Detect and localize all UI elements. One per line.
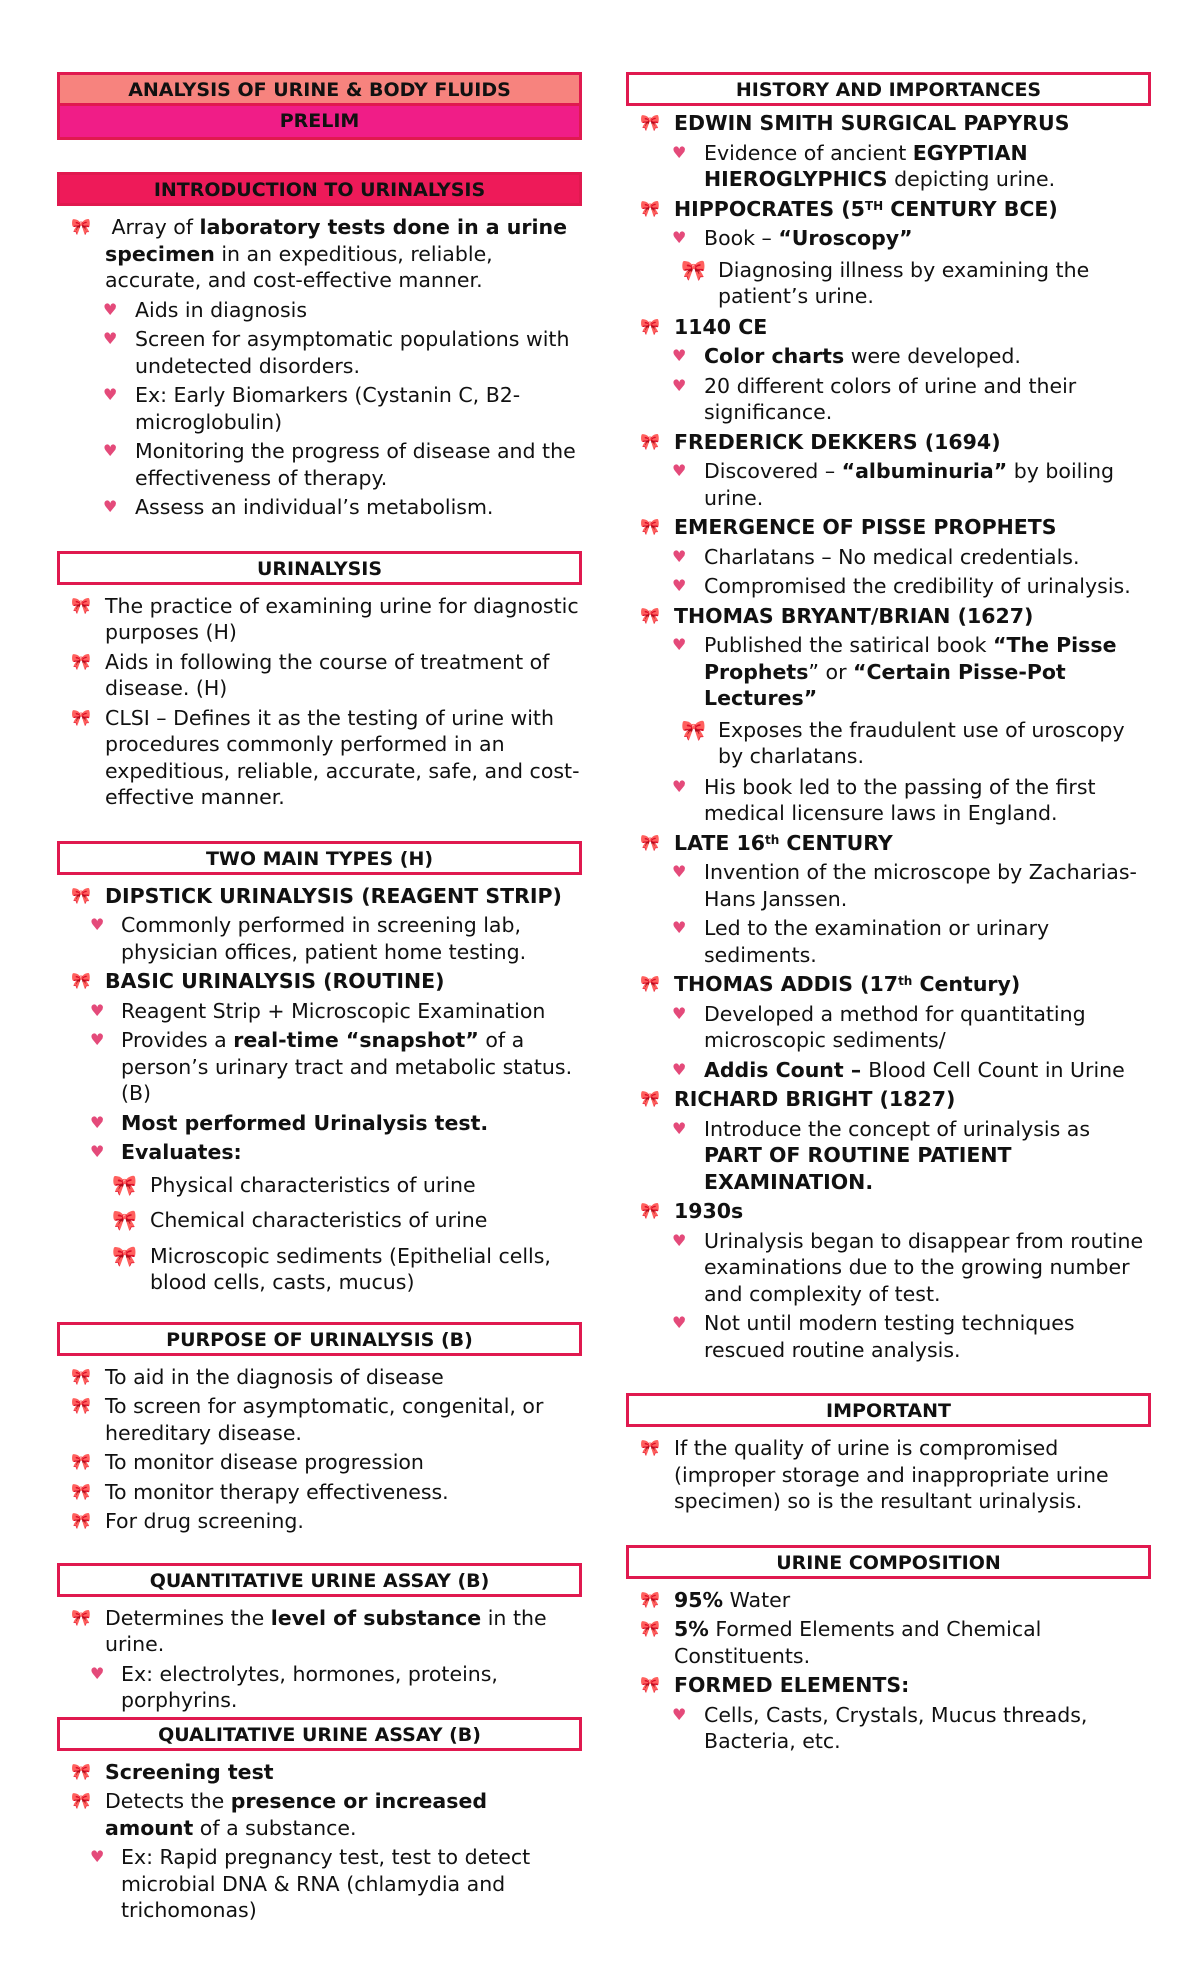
bow-icon: 🎀 bbox=[640, 1675, 660, 1694]
heart-icon: ♥ bbox=[672, 461, 687, 480]
heart-icon: ♥ bbox=[672, 1704, 687, 1724]
heart-icon: ♥ bbox=[672, 1230, 687, 1250]
heart-icon: ♥ bbox=[103, 385, 118, 404]
list-item: 🎀 HIPPOCRATES (5TH CENTURY BCE) bbox=[640, 196, 1058, 221]
bow-icon: 🎀 bbox=[71, 1481, 91, 1501]
list-item: 🎀 FREDERICK DEKKERS (1694) bbox=[640, 429, 1001, 454]
list-item: 🎀 BASIC URINALYSIS (ROUTINE) bbox=[71, 969, 445, 993]
term-title: PRELIM bbox=[57, 106, 582, 140]
bow-icon: 🎀 bbox=[640, 198, 660, 218]
list-item: 🎀 Determines the level of substance in the urine. bbox=[71, 1605, 547, 1656]
list-item: ♥ Most performed Urinalysis test. bbox=[90, 1110, 489, 1135]
list-item: ♥ Book – “Uroscopy” bbox=[672, 226, 913, 250]
bow-icon: 🎀 bbox=[71, 971, 91, 990]
list-item: ♥ Ex: electrolytes, hormones, proteins, porphyrins. bbox=[90, 1661, 498, 1712]
list-item: 🎀 5% Formed Elements and Chemical Constituents. bbox=[640, 1617, 1042, 1668]
heart-icon: ♥ bbox=[90, 915, 105, 934]
bow-icon: 🎀 bbox=[640, 974, 660, 993]
bow-icon: 🎀 bbox=[71, 1791, 91, 1810]
qual-header: QUALITATIVE URINE ASSAY (B) bbox=[57, 1717, 582, 1751]
list-item: ♥ Screen for asymptomatic populations with undetected disorders. bbox=[103, 327, 570, 378]
list-item: ♥ Not until modern testing techniques rescued routine analysis. bbox=[672, 1311, 1075, 1362]
bow-icon: 🎀 bbox=[112, 1243, 137, 1268]
bow-icon: 🎀 bbox=[112, 1172, 137, 1197]
list-item: ♥ Evidence of ancient EGYPTIAN HIEROGLYPHICS depicting urine. bbox=[672, 140, 1056, 191]
list-item: ♥ Assess an individual’s metabolism. bbox=[103, 495, 494, 519]
bow-icon: 🎀 bbox=[71, 1452, 91, 1471]
bow-icon: 🎀 bbox=[640, 113, 660, 132]
list-item: ♥ Compromised the credibility of urinalysis. bbox=[672, 574, 1131, 598]
list-item: ♥ Led to the examination or urinary sediments. bbox=[672, 916, 1050, 967]
list-item: 🎀 THOMAS BRYANT/BRIAN (1627) bbox=[640, 603, 1034, 628]
list-item: ♥ Commonly performed in screening lab, physician offices, patient home testing. bbox=[90, 913, 527, 964]
heart-icon: ♥ bbox=[672, 776, 687, 796]
list-item: 🎀 To aid in the diagnosis of disease bbox=[71, 1364, 444, 1389]
list-item: 🎀 Aids in following the course of treatment of disease. (H) bbox=[71, 649, 550, 700]
list-item: 🎀 Detects the presence or increased amount of a substance. bbox=[71, 1789, 488, 1840]
bow-icon: 🎀 bbox=[71, 1396, 91, 1415]
quant-list bbox=[57, 1605, 582, 1714]
right-column bbox=[626, 72, 1151, 1758]
types-list bbox=[57, 883, 582, 1296]
heart-icon: ♥ bbox=[672, 1059, 687, 1079]
list-item: 🎀 CLSI – Defines it as the testing of urine with procedures commonly performed in an expeditious, reliable, accurate, safe, and cost-effective manner. bbox=[71, 705, 580, 809]
bow-icon: 🎀 bbox=[71, 1366, 91, 1386]
heart-icon: ♥ bbox=[672, 1313, 687, 1332]
bow-icon: 🎀 bbox=[71, 595, 91, 615]
bow-icon: 🎀 bbox=[640, 605, 660, 625]
list-item: ♥ Addis Count – Blood Cell Count in Urine bbox=[672, 1057, 1125, 1082]
bow-icon: 🎀 bbox=[71, 707, 91, 727]
list-item: 🎀 To monitor disease progression bbox=[71, 1450, 424, 1474]
bow-icon: 🎀 bbox=[71, 1511, 91, 1530]
bow-icon: 🎀 bbox=[640, 1589, 660, 1609]
heart-icon: ♥ bbox=[672, 1003, 687, 1023]
heart-icon: ♥ bbox=[672, 918, 687, 937]
list-item: 🎀 LATE 16th CENTURY bbox=[640, 830, 893, 855]
list-item: ♥ Discovered – “albuminuria” by boiling urine. bbox=[672, 459, 1115, 510]
bow-icon: 🎀 bbox=[640, 431, 660, 451]
intro-list bbox=[57, 214, 582, 521]
list-item: ♥ Reagent Strip + Microscopic Examination bbox=[90, 998, 546, 1023]
purpose-list bbox=[57, 1364, 582, 1535]
urinalysis-header: URINALYSIS bbox=[57, 551, 582, 585]
heart-icon: ♥ bbox=[90, 1030, 105, 1049]
bow-icon: 🎀 bbox=[640, 517, 660, 536]
history-header: HISTORY AND IMPORTANCES bbox=[626, 72, 1151, 106]
list-item: 🎀 Screening test bbox=[71, 1759, 274, 1784]
list-item: ♥ Introduce the concept of urinalysis as PART OF ROUTINE PATIENT EXAMINATION. bbox=[672, 1116, 1091, 1194]
heart-icon: ♥ bbox=[672, 546, 687, 566]
purpose-header: PURPOSE OF URINALYSIS (B) bbox=[57, 1322, 582, 1356]
heart-icon: ♥ bbox=[672, 635, 687, 654]
list-item: 🎀 Chemical characteristics of urine bbox=[112, 1208, 488, 1232]
list-item: 🎀 Diagnosing illness by examining the patient’s urine. bbox=[681, 257, 1090, 308]
list-item: ♥ Invention of the microscope by Zacharias-Hans Janssen. bbox=[672, 860, 1137, 911]
list-item: 🎀 The practice of examining urine for diagnostic purposes (H) bbox=[71, 593, 579, 644]
list-item: 🎀 For drug screening. bbox=[71, 1509, 304, 1533]
list-item: ♥ Aids in diagnosis bbox=[103, 297, 308, 322]
list-item: ♥ Color charts were developed. bbox=[672, 344, 1021, 368]
important-header: IMPORTANT bbox=[626, 1393, 1151, 1427]
list-item: ♥ Published the satirical book “The Pisse Prophets” or “Certain Pisse-Pot Lectures” bbox=[672, 633, 1117, 710]
heart-icon: ♥ bbox=[103, 329, 118, 348]
list-item: 🎀 EDWIN SMITH SURGICAL PAPYRUS bbox=[640, 111, 1070, 135]
heart-icon: ♥ bbox=[90, 1847, 105, 1866]
list-item: ♥ Cells, Casts, Crystals, Mucus threads, Bacteria, etc. bbox=[672, 1702, 1088, 1753]
list-item: ♥ Urinalysis began to disappear from routine examinations due to the growing number and complexity of test. bbox=[672, 1228, 1144, 1306]
heart-icon: ♥ bbox=[90, 1663, 105, 1683]
quant-header: QUANTITATIVE URINE ASSAY (B) bbox=[57, 1563, 582, 1597]
qual-list bbox=[57, 1759, 582, 1924]
list-item: 🎀 1140 CE bbox=[640, 314, 768, 339]
bow-icon: 🎀 bbox=[71, 651, 91, 671]
list-item: 🎀 To monitor therapy effectiveness. bbox=[71, 1479, 449, 1504]
list-item: 🎀 FORMED ELEMENTS: bbox=[640, 1673, 910, 1697]
list-item: ♥ His book led to the passing of the first medical licensure laws in England. bbox=[672, 774, 1096, 825]
list-item: ♥ Ex: Early Biomarkers (Cystanin C, B2-microglobulin) bbox=[103, 383, 521, 434]
list-item: ♥ 20 different colors of urine and their significance. bbox=[672, 373, 1077, 424]
list-item: 🎀 Microscopic sediments (Epithelial cells, blood cells, casts, mucus) bbox=[112, 1243, 551, 1294]
urinalysis-list bbox=[57, 593, 582, 811]
bow-icon: 🎀 bbox=[640, 1438, 660, 1457]
heart-icon: ♥ bbox=[672, 346, 687, 365]
history-list bbox=[626, 110, 1151, 1363]
bow-icon: 🎀 bbox=[640, 316, 660, 336]
heart-icon: ♥ bbox=[90, 1142, 105, 1161]
heart-icon: ♥ bbox=[103, 441, 118, 460]
heart-icon: ♥ bbox=[103, 497, 118, 516]
left-column bbox=[57, 72, 582, 1927]
list-item: 🎀 THOMAS ADDIS (17th Century) bbox=[640, 972, 1021, 996]
list-item: 🎀 To screen for asymptomatic, congenital, or hereditary disease. bbox=[71, 1394, 544, 1445]
heart-icon: ♥ bbox=[672, 228, 687, 247]
list-item: ♥ Monitoring the progress of disease and the effectiveness of therapy. bbox=[103, 439, 576, 490]
important-list bbox=[626, 1435, 1151, 1515]
list-item: ♥ Developed a method for quantitating microscopic sediments/ bbox=[672, 1001, 1086, 1052]
bow-icon: 🎀 bbox=[681, 717, 706, 742]
bow-icon: 🎀 bbox=[640, 1089, 660, 1108]
bow-icon: 🎀 bbox=[640, 1619, 660, 1638]
bow-icon: 🎀 bbox=[71, 1761, 91, 1781]
list-item: 🎀 RICHARD BRIGHT (1827) bbox=[640, 1087, 956, 1111]
bow-icon: 🎀 bbox=[71, 217, 91, 236]
list-item: ♥ Charlatans – No medical credentials. bbox=[672, 544, 1080, 569]
heart-icon: ♥ bbox=[103, 299, 118, 319]
heart-icon: ♥ bbox=[672, 142, 687, 162]
types-header: TWO MAIN TYPES (H) bbox=[57, 841, 582, 875]
heart-icon: ♥ bbox=[672, 576, 687, 595]
bow-icon: 🎀 bbox=[640, 1201, 660, 1220]
list-item: ♥ Evaluates: bbox=[90, 1140, 242, 1164]
composition-header: URINE COMPOSITION bbox=[626, 1545, 1151, 1579]
intro-header: INTRODUCTION TO URINALYSIS bbox=[57, 172, 582, 206]
heart-icon: ♥ bbox=[672, 862, 687, 881]
heart-icon: ♥ bbox=[90, 1000, 105, 1020]
bow-icon: 🎀 bbox=[112, 1208, 137, 1232]
list-item: 🎀 Array of laboratory tests done in a urine specimen in an expeditious, reliable, accurate, and cost-effective manner. bbox=[71, 215, 567, 292]
list-item: 🎀 DIPSTICK URINALYSIS (REAGENT STRIP) bbox=[71, 883, 562, 908]
list-item: 🎀 95% Water bbox=[640, 1587, 791, 1612]
bow-icon: 🎀 bbox=[71, 1607, 91, 1627]
list-item: 🎀 Physical characteristics of urine bbox=[112, 1172, 476, 1197]
list-item: 🎀 1930s bbox=[640, 1199, 744, 1223]
bow-icon: 🎀 bbox=[640, 832, 660, 852]
heart-icon: ♥ bbox=[672, 1118, 687, 1138]
bow-icon: 🎀 bbox=[681, 257, 706, 282]
heart-icon: ♥ bbox=[90, 1112, 105, 1132]
list-item: ♥ Provides a real-time “snapshot” of a person’s urinary tract and metabolic status. (B) bbox=[90, 1028, 573, 1105]
course-title: ANALYSIS OF URINE & BODY FLUIDS bbox=[57, 72, 582, 106]
list-item: ♥ Ex: Rapid pregnancy test, test to detect microbial DNA & RNA (chlamydia and trichomonas) bbox=[90, 1845, 531, 1922]
bow-icon: 🎀 bbox=[71, 885, 91, 905]
composition-list bbox=[626, 1587, 1151, 1755]
heart-icon: ♥ bbox=[672, 375, 687, 395]
list-item: 🎀 Exposes the fraudulent use of uroscopy by charlatans. bbox=[681, 717, 1125, 768]
list-item: 🎀 If the quality of urine is compromised (improper storage and inappropriate urine specimen) so is the resultant urinalysis. bbox=[640, 1436, 1109, 1513]
list-item: 🎀 EMERGENCE OF PISSE PROPHETS bbox=[640, 515, 1057, 539]
